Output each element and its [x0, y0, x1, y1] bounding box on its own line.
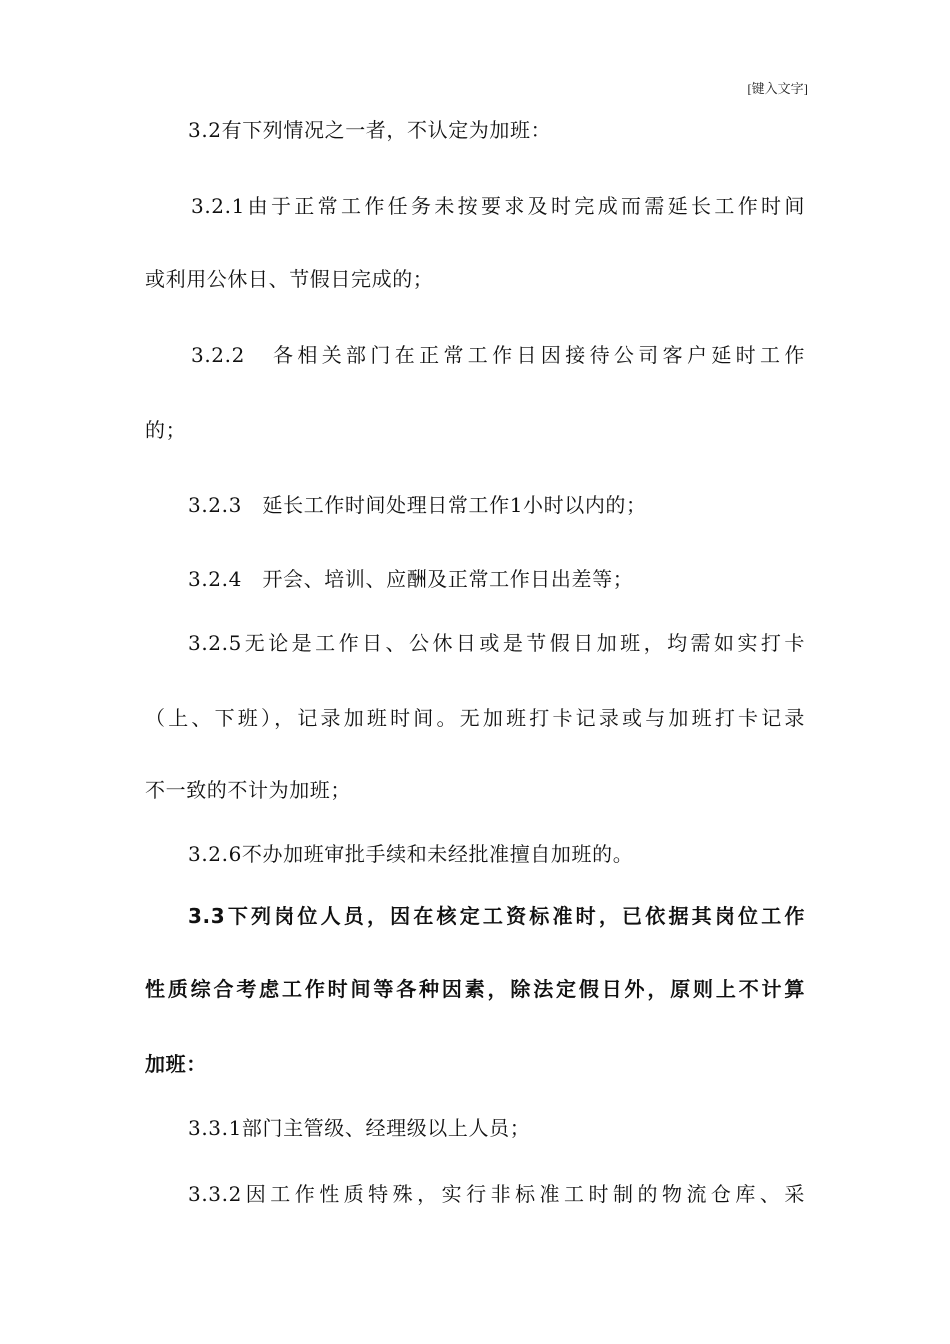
paragraph-3-2: 3.2有下列情况之一者，不认定为加班： [188, 118, 552, 142]
paragraph-3-2-2-line1: 3.2.2 各相关部门在正常工作日因接待公司客户延时工作 [191, 343, 805, 367]
paragraph-3-2-1-line2: 或利用公休日、节假日完成的； [145, 267, 434, 291]
paragraph-3-3-line3: 加班： [145, 1052, 207, 1076]
paragraph-3-2-1-line1: 3.2.1由于正常工作任务未按要求及时完成而需延长工作时间 [191, 194, 805, 218]
paragraph-3-3-line2: 性质综合考虑工作时间等各种因素，除法定假日外，原则上不计算 [145, 977, 805, 1001]
paragraph-3-2-3: 3.2.3 延长工作时间处理日常工作1小时以内的； [188, 493, 647, 517]
paragraph-3-2-2-line2: 的； [145, 418, 187, 442]
paragraph-3-3-1: 3.3.1部门主管级、经理级以上人员； [188, 1116, 531, 1140]
paragraph-3-2-5-line1: 3.2.5无论是工作日、公休日或是节假日加班，均需如实打卡 [188, 631, 805, 655]
paragraph-3-2-5-line3: 不一致的不计为加班； [145, 778, 351, 802]
paragraph-3-3-2-line1: 3.3.2因工作性质特殊，实行非标准工时制的物流仓库、采 [188, 1182, 805, 1206]
paragraph-3-2-6: 3.2.6不办加班审批手续和未经批准擅自加班的。 [188, 842, 634, 866]
paragraph-3-3-line1: 3.3下列岗位人员，因在核定工资标准时，已依据其岗位工作 [188, 904, 805, 928]
paragraph-3-2-5-line2: （上、下班），记录加班时间。无加班打卡记录或与加班打卡记录 [145, 706, 805, 730]
paragraph-3-2-4: 3.2.4 开会、培训、应酬及正常工作日出差等； [188, 567, 634, 591]
page-header-label: [键入文字] [747, 81, 808, 96]
